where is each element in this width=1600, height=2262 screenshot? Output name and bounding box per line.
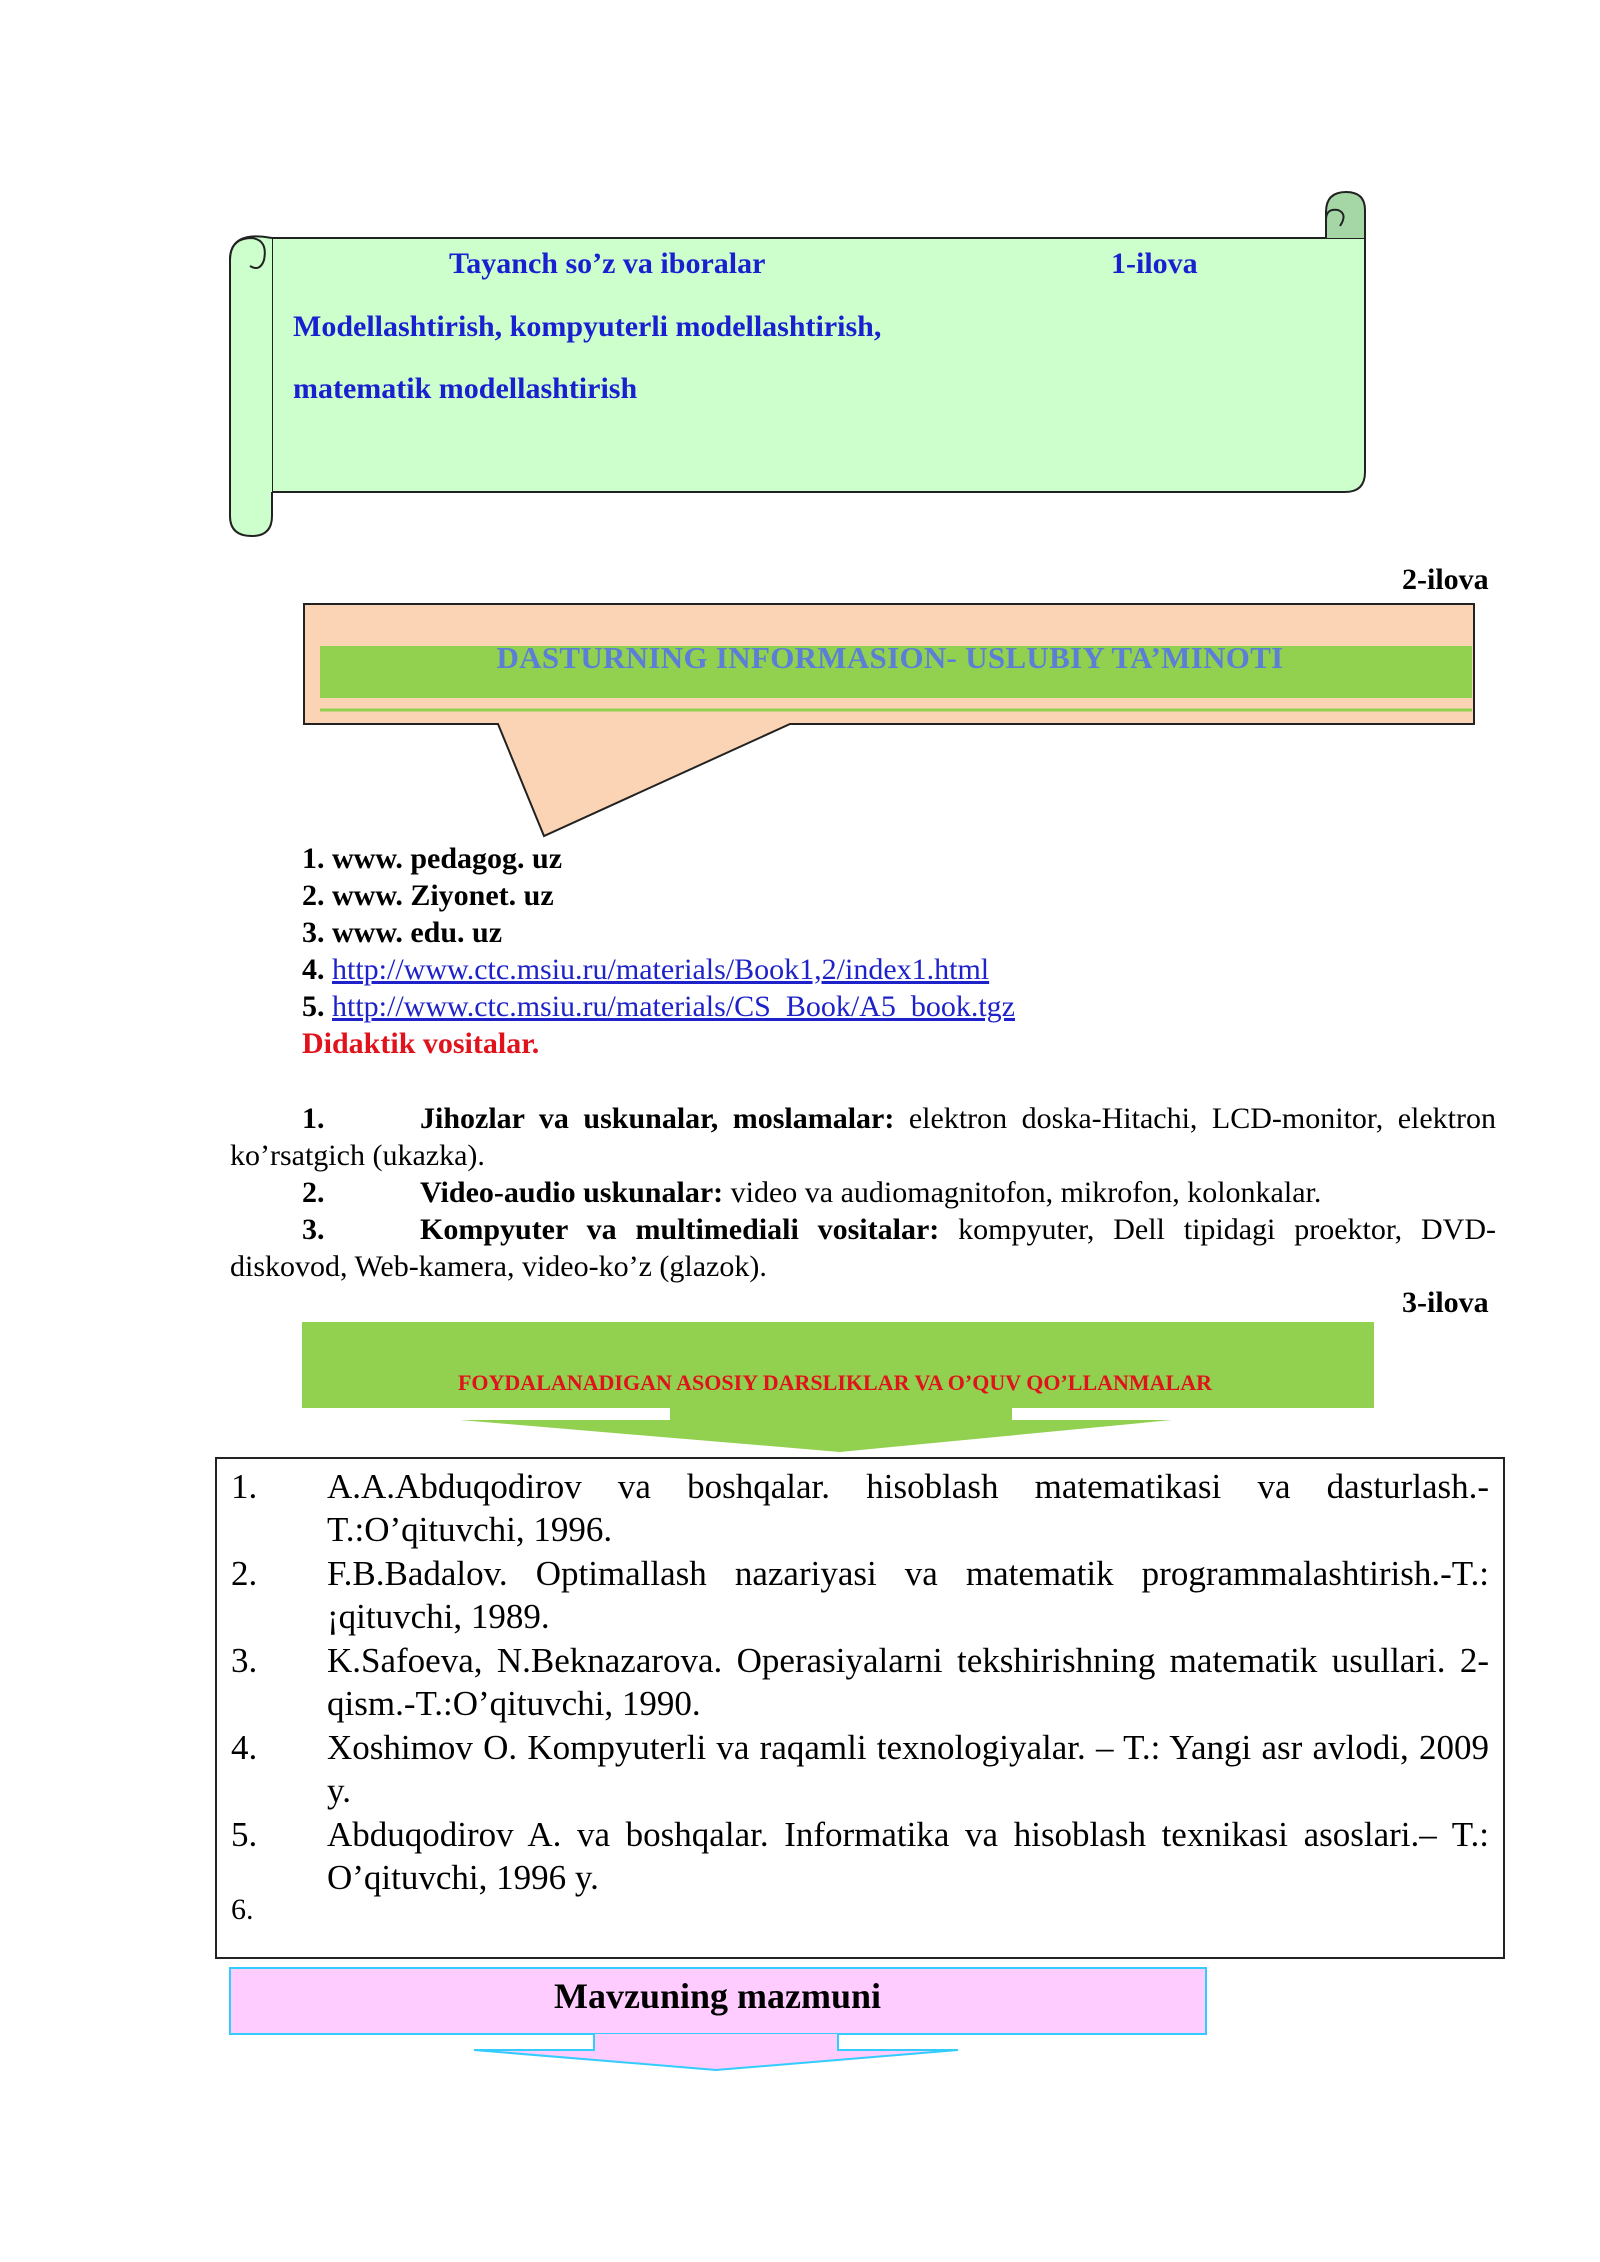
callout-title: DASTURNING INFORMASION- USLUBIY TA’MINOTI	[496, 640, 1284, 675]
keywords-scroll-banner	[220, 190, 1410, 540]
resource-item: 5. http://www.ctc.msiu.ru/materials/CS_Book/A5_book.tgz	[302, 990, 1015, 1023]
equipment-item: 3. Kompyuter va multimediali vositalar: kompyuter, Dell tipidagi proektor, DVD-diskovod, Web-kamera, video-ko’z (glazok).	[230, 1213, 1496, 1283]
annex2-label: 2-ilova	[1402, 563, 1489, 596]
keywords-line-1: Modellashtirish, kompyuterli modellashtirish,	[293, 310, 882, 343]
equipment-item: 1. Jihozlar va uskunalar, moslamalar: elektron doska-Hitachi, LCD-monitor, elektron ko’rsatgich (ukazka).	[230, 1102, 1496, 1172]
web-resources-list	[302, 840, 1015, 1062]
book-item: 4. Xoshimov O. Kompyuterli va raqamli texnologiyalar. – T.: Yangi asr avlodi, 2009 y.	[231, 1728, 1489, 1810]
keywords-line-2: matematik modellashtirish	[293, 372, 638, 405]
resource-item: 3. www. edu. uz	[302, 916, 503, 949]
book-item: 3. K.Safoeva, N.Beknazarova. Operasiyalarni tekshirishning matematik usullari. 2-qism.-T.:O’qituvchi, 1990.	[231, 1641, 1489, 1723]
resource-item: 2. www. Ziyonet. uz	[302, 879, 554, 912]
book-item-empty: 6.	[231, 1893, 254, 1926]
resource-text: www. Ziyonet. uz	[332, 879, 554, 912]
resource-link[interactable]: http://www.ctc.msiu.ru/materials/CS_Book/A5_book.tgz	[332, 990, 1015, 1023]
equipment-item: 2. Video-audio uskunalar: video va audiomagnitofon, mikrofon, kolonkalar.	[302, 1176, 1322, 1209]
resource-item: 4. http://www.ctc.msiu.ru/materials/Book1,2/index1.html	[302, 953, 990, 986]
textbooks-title: FOYDALANADIGAN ASOSIY DARSLIKLAR VA O’QUV QO’LLANMALAR	[457, 1370, 1212, 1395]
book-item: 2. F.B.Badalov. Optimallash nazariyasi va matematik programmalashtirish.-T.:¡qituvchi, 1989.	[231, 1554, 1489, 1636]
resource-item: 1. www. pedagog. uz	[302, 842, 563, 875]
resource-text: www. pedagog. uz	[332, 842, 563, 875]
section-title: Mavzuning mazmuni	[553, 1976, 882, 2016]
resource-link[interactable]: http://www.ctc.msiu.ru/materials/Book1,2/index1.html	[332, 953, 990, 986]
book-item: 5. Abduqodirov A. va boshqalar. Informatika va hisoblash texnikasi asoslari.– T.: O’qituvchi, 1996 y.	[231, 1815, 1489, 1897]
callout-box	[300, 600, 1480, 850]
book-item: 1. A.A.Abduqodirov va boshqalar. hisoblash matematikasi va dasturlash.-T.:O’qituvchi, 1996.	[231, 1467, 1489, 1549]
annex3-label: 3-ilova	[1402, 1286, 1489, 1319]
equipment-list	[230, 1100, 1496, 1285]
didactic-heading: Didaktik vositalar.	[302, 1027, 540, 1060]
resource-text: www. edu. uz	[332, 916, 503, 949]
keywords-heading: Tayanch so’z va iboralar	[449, 247, 766, 280]
annex1-label: 1-ilova	[1111, 247, 1198, 280]
textbooks-list	[215, 1457, 1505, 1959]
